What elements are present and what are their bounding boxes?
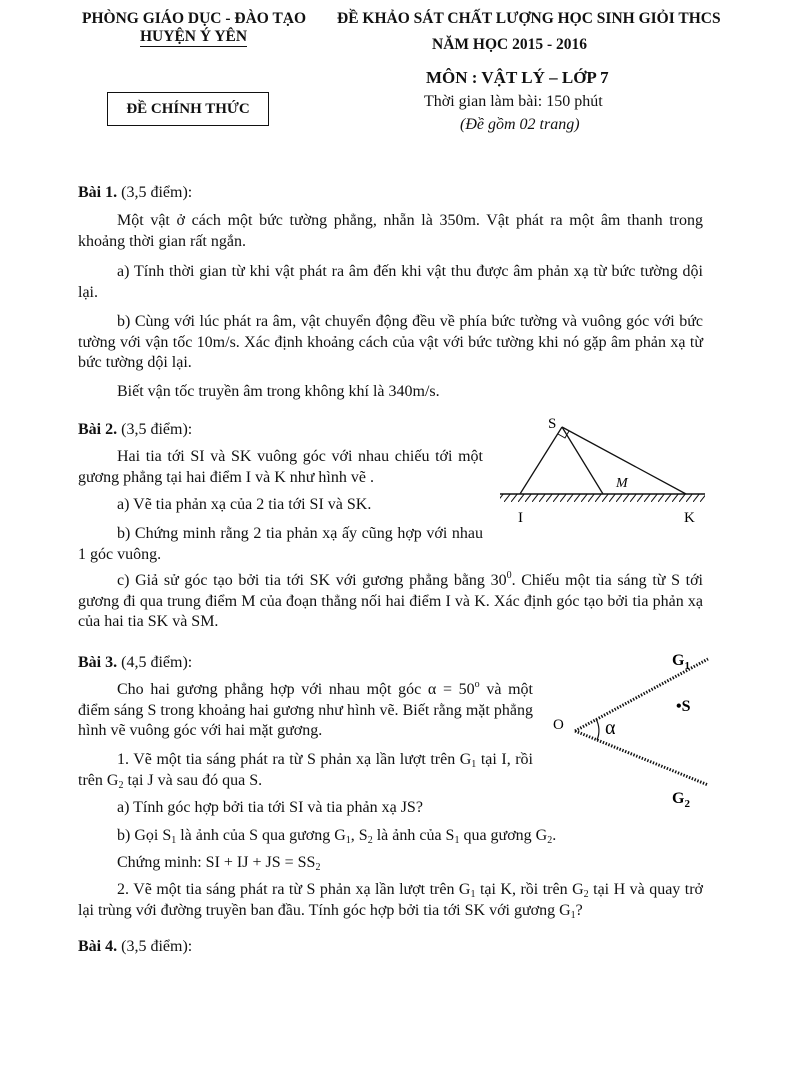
label-o: O	[553, 717, 564, 733]
mirror-hatching	[500, 494, 705, 502]
subject-line: MÔN : VẬT LÝ – LỚP 7	[426, 68, 609, 87]
bai3-angle-formula: α = 50	[427, 681, 475, 698]
label-i: I	[518, 510, 523, 526]
bai3-question-b	[78, 826, 703, 847]
angle-arc	[596, 719, 599, 740]
bai3-q2-text3: tại H và quay trở lại trùng với đường truyền ban đầu. Tính góc hợp bởi tia tới SK với gương G	[78, 881, 704, 919]
bai3-q1-text2: tại I, rồi trên G	[78, 751, 534, 789]
bai4-label: Bài 4.	[78, 938, 118, 955]
ray-si	[520, 427, 562, 494]
bai3-b-s2: 1	[345, 835, 351, 846]
exam-time: Thời gian làm bài: 150 phút	[424, 93, 603, 110]
bai1-question-b: b) Cùng với lúc phát ra âm, vật chuyển động đều về phía bức tường và vuông góc với bức tường với vận tốc 10m/s. Xác định khoảng cách của vật với bức tường khi nó gặp âm phản xạ từ bức tường dội lại.	[78, 313, 703, 371]
label-m: M	[616, 476, 628, 491]
bai3-q1-sub1: 1	[471, 759, 477, 770]
official-label: ĐỀ CHÍNH THỨC	[126, 100, 250, 117]
bai1-heading	[78, 183, 703, 204]
bai2-question-b: b) Chứng minh rằng 2 tia phản xạ ấy cũng hợp với nhau 1 góc vuông.	[78, 525, 483, 563]
bai2-points: (3,5 điểm):	[117, 421, 193, 438]
bai3-q2-text1: 2. Vẽ một tia sáng phát ra từ S phản xạ lần lượt trên G	[117, 881, 471, 898]
bai3-q2-sub2: 2	[583, 889, 589, 900]
ray-sm	[562, 427, 603, 494]
bai3-b-t5: qua gương G	[459, 827, 548, 844]
bai3-q2-end: ?	[575, 901, 583, 919]
bai3-intro-text2: và một điểm sáng S trong khoảng hai gương như hình vẽ. Biết rằng mặt phẳng hình vẽ vuông góc với hai mặt gương.	[78, 681, 533, 739]
bai3-heading	[78, 653, 528, 674]
bai3-points: (4,5 điểm):	[117, 654, 193, 671]
bai3-q1-text3: tại J và sau đó qua S.	[123, 771, 263, 789]
bai3-proof-sub: 2	[315, 862, 321, 873]
bai3-q2-sub3: 1	[570, 909, 576, 921]
bai3-angle-degree: o	[474, 679, 480, 690]
official-stamp-box	[107, 92, 269, 126]
label-s: •S	[676, 698, 691, 715]
bai2-c-degree: 0	[506, 570, 512, 581]
bai3-proof	[78, 853, 703, 874]
bai1-points: (3,5 điểm):	[117, 184, 193, 201]
bai2-question-a: a) Vẽ tia phản xạ của 2 tia tới SI và SK.	[117, 496, 372, 513]
exam-title: ĐỀ KHẢO SÁT CHẤT LƯỢNG HỌC SINH GIỎI THCS	[337, 10, 721, 27]
label-s: S	[548, 416, 557, 432]
bai3-q2-sub1: 1	[470, 889, 476, 900]
bai4-heading	[78, 937, 703, 958]
bai3-b-t1: b) Gọi S	[117, 827, 172, 844]
bai3-q2-text2: tại K, rồi trên G	[475, 881, 584, 898]
bai3-question-a: a) Tính góc hợp bởi tia tới SI và tia phản xạ JS?	[117, 799, 423, 816]
bai4-points: (3,5 điểm):	[117, 938, 193, 955]
bai3-two-mirrors-figure	[548, 645, 720, 813]
department-name: PHÒNG GIÁO DỤC - ĐÀO TẠO	[82, 10, 307, 27]
bai3-b-t4: là ảnh của S	[372, 827, 455, 844]
label-alpha: α	[605, 717, 616, 739]
bai3-proof-text: Chứng minh: SI + IJ + JS = SS	[117, 854, 316, 871]
bai3-b-t2: là ảnh của S qua gương G	[176, 827, 346, 844]
bai3-intro	[78, 680, 533, 742]
bai2-label: Bài 2.	[78, 421, 118, 438]
school-year: NĂM HỌC 2015 - 2016	[432, 36, 587, 53]
bai2-intro: Hai tia tới SI và SK vuông góc với nhau chiếu tới một gương phẳng tại hai điểm I và K như hình vẽ .	[78, 448, 483, 486]
label-k: K	[684, 510, 695, 526]
district-name: HUYỆN Ý YÊN	[140, 28, 248, 45]
bai2-question-c	[78, 571, 703, 633]
bai3-question-2	[78, 880, 703, 921]
bai1-question-a: a) Tính thời gian từ khi vật phát ra âm đến khi vật thu được âm phản xạ từ bức tường dội lại.	[78, 263, 703, 301]
bai3-q1-text1: 1. Vẽ một tia sáng phát ra từ S phản xạ lần lượt trên G	[117, 751, 472, 768]
bai3-b-s3: 2	[367, 835, 373, 846]
bai3-q1-sub2: 2	[118, 779, 124, 791]
bai3-b-t3: , S	[350, 827, 368, 844]
bai1-note: Biết vận tốc truyền âm trong không khí là 340m/s.	[117, 383, 440, 400]
bai1-intro: Một vật ở cách một bức tường phẳng, nhẵn là 350m. Vật phát ra một âm thanh trong khoảng thời gian rất ngắn.	[78, 212, 703, 250]
bai2-c-text1: c) Giả sử góc tạo bởi tia tới SK với gương phẳng bằng 30	[117, 572, 507, 589]
label-g2: $G_2$	[672, 790, 690, 810]
pages-note: (Đề gồm 02 trang)	[460, 116, 580, 133]
bai3-b-t6: .	[552, 827, 557, 844]
mirror-g2	[575, 731, 708, 785]
bai3-intro-text1: Cho hai gương phẳng hợp với nhau một góc	[117, 681, 428, 698]
bai3-b-s4: 1	[454, 835, 460, 846]
bai3-b-s5: 2	[547, 835, 553, 846]
bai3-label: Bài 3.	[78, 654, 118, 671]
bai1-label: Bài 1.	[78, 184, 118, 201]
label-g1: $G_1$	[672, 652, 690, 672]
bai2-c-text2: . Chiếu một tia sáng từ S tới gương đi qua trung điểm M của đoạn thẳng nối hai điểm I và K. Xác định góc tạo bởi tia phản xạ của hai tia SK và SM.	[78, 572, 704, 630]
bai2-heading	[78, 420, 478, 441]
bai3-question-1	[78, 750, 533, 791]
bai3-b-s1: 1	[171, 835, 177, 846]
bai2-mirror-figure	[490, 412, 720, 530]
